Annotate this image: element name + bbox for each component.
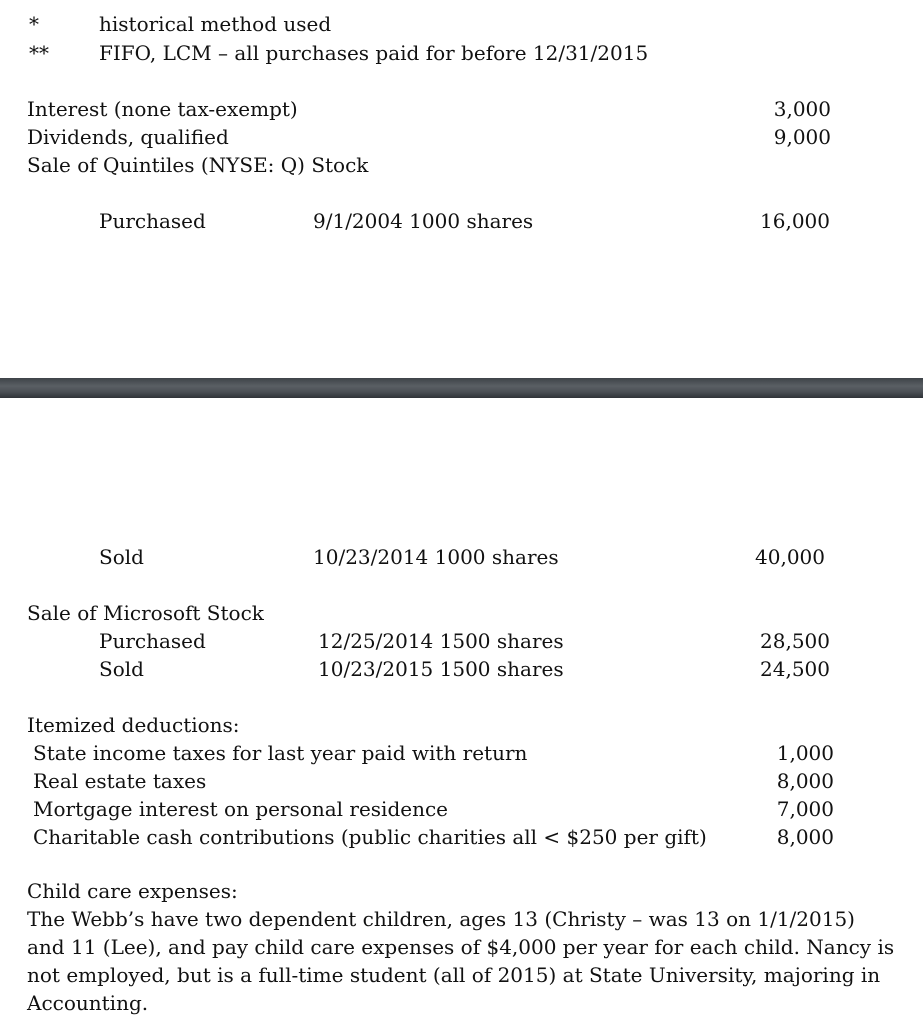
microsoft-heading: Sale of Microsoft Stock <box>27 601 264 625</box>
page-divider <box>0 378 923 398</box>
itemized-heading: Itemized deductions: <box>27 713 240 737</box>
itemized-amount: 8,000 <box>776 825 834 849</box>
note-text: FIFO, LCM – all purchases paid for before 12/31/2015 <box>99 41 649 65</box>
microsoft-purchased-amount: 28,500 <box>760 629 830 653</box>
microsoft-sold-label: Sold <box>99 657 144 681</box>
note-text: historical method used <box>99 12 332 36</box>
itemized-label: Charitable cash contributions (public charities all < $250 per gift) <box>33 825 707 849</box>
quintiles-purchased-label: Purchased <box>99 209 206 233</box>
microsoft-sold-amount: 24,500 <box>760 657 830 681</box>
note-marker: ** <box>29 41 49 65</box>
itemized-amount: 8,000 <box>776 769 834 793</box>
itemized-amount: 7,000 <box>776 797 834 821</box>
income-label: Dividends, qualified <box>27 125 229 149</box>
itemized-amount: 1,000 <box>776 741 834 765</box>
quintiles-heading: Sale of Quintiles (NYSE: Q) Stock <box>27 153 369 177</box>
quintiles-sold-label: Sold <box>99 545 144 569</box>
quintiles-sold-detail: 10/23/2014 1000 shares <box>313 545 559 569</box>
child-care-heading: Child care expenses: <box>27 879 238 903</box>
microsoft-purchased-label: Purchased <box>99 629 206 653</box>
income-label: Interest (none tax-exempt) <box>27 97 298 121</box>
quintiles-sold-amount: 40,000 <box>755 545 825 569</box>
note-marker: * <box>29 12 39 36</box>
microsoft-purchased-detail: 12/25/2014 1500 shares <box>318 629 564 653</box>
microsoft-sold-detail: 10/23/2015 1500 shares <box>318 657 564 681</box>
quintiles-purchased-amount: 16,000 <box>760 209 830 233</box>
income-amount: 3,000 <box>773 97 831 121</box>
child-care-paragraph: The Webb’s have two dependent children, ages 13 (Christy – was 13 on 1/1/2015) and 11 (Lee), and pay child care expenses of $4,000 per year for each child. Nancy is not employed, but is a full-time student (all of 2015) at State University, majoring in Accounting. <box>27 907 895 1015</box>
itemized-label: Real estate taxes <box>33 769 207 793</box>
itemized-label: Mortgage interest on personal residence <box>33 797 448 821</box>
quintiles-purchased-detail: 9/1/2004 1000 shares <box>313 209 534 233</box>
itemized-label: State income taxes for last year paid with return <box>33 741 528 765</box>
income-amount: 9,000 <box>773 125 831 149</box>
